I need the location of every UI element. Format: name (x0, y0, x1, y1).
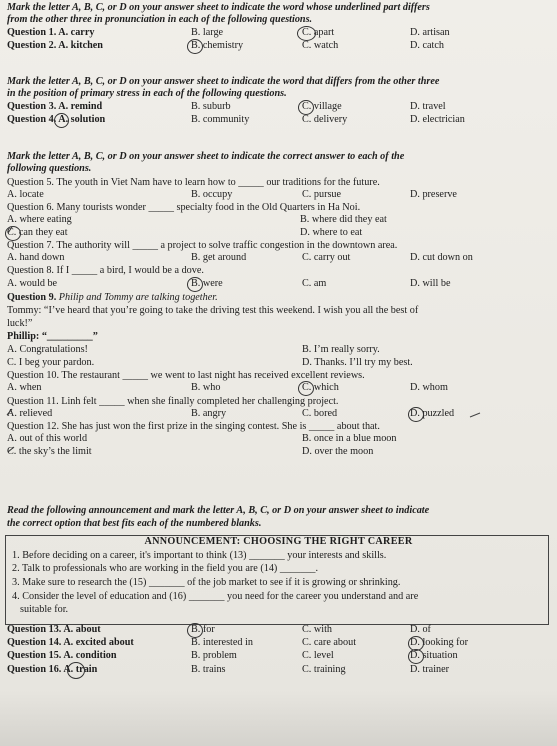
q9-number: Question 9. (7, 292, 57, 303)
pen-tick-q11 (7, 409, 12, 415)
q10-stem: Question 10. The restaurant _____ we went to last night has received excellent reviews. (7, 370, 365, 381)
q3-option-c: C. village (302, 101, 342, 112)
announcement-title: ANNOUNCEMENT: CHOOSING THE RIGHT CAREER (144, 536, 413, 547)
q15-option-a: Question 15. A. condition (7, 650, 117, 661)
q9-tommy-line1: Tommy: “I’ve heard that you’re going to take the driving test this weekend. I wish you all the best of (7, 305, 419, 316)
q6-option-b: B. where did they eat (300, 214, 387, 225)
q15-option-b: B. problem (191, 650, 237, 661)
q1-option-c: C. apart (302, 27, 335, 38)
q10-option-b: B. who (191, 382, 221, 393)
q9-context: Philip and Tommy are talking together. (58, 292, 218, 303)
q13-option-a: Question 13. A. about (7, 624, 101, 635)
q5-stem: Question 5. The youth in Viet Nam have to learn how to _____ our traditions for the future. (7, 177, 380, 188)
q6-option-d: D. where to eat (300, 227, 363, 238)
announcement-line-2: 2. Talk to professionals who are working in the field you are (14) _______. (12, 563, 319, 574)
q5-option-d: D. preserve (410, 189, 457, 200)
q8-option-b: B. were (191, 278, 223, 289)
instruction-announcement-line1: Read the following announcement and mark the letter A, B, C, or D on your answer sheet to indicate (7, 505, 430, 516)
q12-stem: Question 12. She has just won the first prize in the singing contest. She is _____ about that. (7, 421, 380, 432)
q12-option-c: C. the sky’s the limit (7, 446, 92, 457)
q14-option-d: D. looking for (410, 637, 469, 648)
announcement-line-3: 3. Make sure to research the (15) _______ of the job market to see if it is growing or shrinking. (12, 577, 401, 588)
q12-option-d: D. over the moon (302, 446, 374, 457)
q10-option-c: C. which (302, 382, 339, 393)
q2-option-c: C. watch (302, 40, 339, 51)
q2-option-a: Question 2. A. kitchen (7, 40, 103, 51)
q7-option-c: C. carry out (302, 252, 351, 263)
instruction-announcement-line2: the correct option that best fits each of the numbered blanks. (7, 518, 262, 529)
q13-option-b: B. for (191, 624, 215, 635)
q9-tommy-line2: luck!” (7, 318, 33, 329)
q9-option-c: C. I beg your pardon. (7, 357, 95, 368)
q11-option-a: A. relieved (7, 408, 53, 419)
q1-option-d: D. artisan (410, 27, 450, 38)
instruction-stress-line2: in the position of primary stress in each of the following questions. (7, 88, 287, 99)
q6-option-a: A. where eating (7, 214, 72, 225)
q15-option-c: C. level (302, 650, 334, 661)
q3-option-d: D. travel (410, 101, 446, 112)
q13-option-c: C. with (302, 624, 333, 635)
pen-tick-q6 (8, 227, 12, 233)
q12-option-b: B. once in a blue moon (302, 433, 397, 444)
q10-option-a: A. when (7, 382, 42, 393)
q12-option-a: A. out of this world (7, 433, 88, 444)
q11-option-c: C. bored (302, 408, 338, 419)
q11-option-b: B. angry (191, 408, 227, 419)
q2-option-b: B. chemistry (191, 40, 244, 51)
pen-stroke-q11 (470, 413, 480, 417)
q16-option-b: B. trains (191, 664, 226, 675)
instruction-correct-answer-line2: following questions. (7, 163, 92, 174)
announcement-line-1: 1. Before deciding on a career, it's important to think (13) _______ your interests and skills. (12, 550, 387, 561)
q1-option-a: Question 1. A. carry (7, 27, 95, 38)
q8-option-c: C. am (302, 278, 327, 289)
q7-stem: Question 7. The authority will _____ a project to solve traffic congestion in the downtown area. (7, 240, 398, 251)
q13-option-d: D. of (410, 624, 431, 635)
q11-option-d: D. puzzled (410, 408, 455, 419)
q2-option-d: D. catch (410, 40, 444, 51)
q8-stem: Question 8. If I _____ a bird, I would be a dove. (7, 265, 204, 276)
q9-option-a: A. Congratulations! (7, 344, 88, 355)
q10-option-d: D. whom (410, 382, 448, 393)
q7-option-d: D. cut down on (410, 252, 473, 263)
q4-option-d: D. electrician (410, 114, 465, 125)
q4-option-a: Question 4. A. solution (7, 114, 106, 125)
q1-option-b: B. large (191, 27, 224, 38)
q14-option-c: C. care about (302, 637, 357, 648)
q4-option-b: B. community (191, 114, 250, 125)
q8-option-d: D. will be (410, 278, 451, 289)
q5-option-b: B. occupy (191, 189, 233, 200)
q5-option-c: C. pursue (302, 189, 342, 200)
q14-option-b: B. interested in (191, 637, 253, 648)
instruction-correct-answer-line1: Mark the letter A, B, C, or D on your answer sheet to indicate the correct answer to each of the (7, 151, 405, 162)
q8-option-a: A. would be (7, 278, 58, 289)
instruction-pronunciation-line2: from the other three in pronunciation in each of the following questions. (7, 14, 313, 25)
page-bottom-shadow (0, 690, 557, 746)
q16-option-c: C. training (302, 664, 346, 675)
q3-option-a: Question 3. A. remind (7, 101, 103, 112)
q5-option-a: A. locate (7, 189, 44, 200)
q11-stem: Question 11. Linh felt _____ when she finally completed her challenging project. (7, 396, 339, 407)
q3-option-b: B. suburb (191, 101, 231, 112)
q16-option-a: Question 16. A. train (7, 664, 98, 675)
q6-option-c: C. can they eat (7, 227, 68, 238)
q15-option-d: D. situation (410, 650, 458, 661)
q9-phillip: Phillip: “_________” (7, 331, 98, 342)
pen-tick-q12 (8, 447, 14, 452)
q9-option-d: D. Thanks. I’ll try my best. (302, 357, 413, 368)
q4-option-c: C. delivery (302, 114, 348, 125)
q14-option-a: Question 14. A. excited about (7, 637, 134, 648)
q6-stem: Question 6. Many tourists wonder _____ specialty food in the Old Quarters in Ha Noi. (7, 202, 361, 213)
q16-option-d: D. trainer (410, 664, 450, 675)
q7-option-b: B. get around (191, 252, 247, 263)
q7-option-a: A. hand down (7, 252, 65, 263)
announcement-line-4b: suitable for. (20, 604, 69, 615)
instruction-stress-line1: Mark the letter A, B, C, or D on your answer sheet to indicate the word that differs from the other three (7, 76, 440, 87)
q9-option-b: B. I’m really sorry. (302, 344, 380, 355)
announcement-line-4: 4. Consider the level of education and (16) _______ you need for the career you understand and are (12, 591, 419, 602)
instruction-pronunciation-line1: Mark the letter A, B, C, or D on your answer sheet to indicate the word whose underlined part differs (7, 2, 430, 13)
